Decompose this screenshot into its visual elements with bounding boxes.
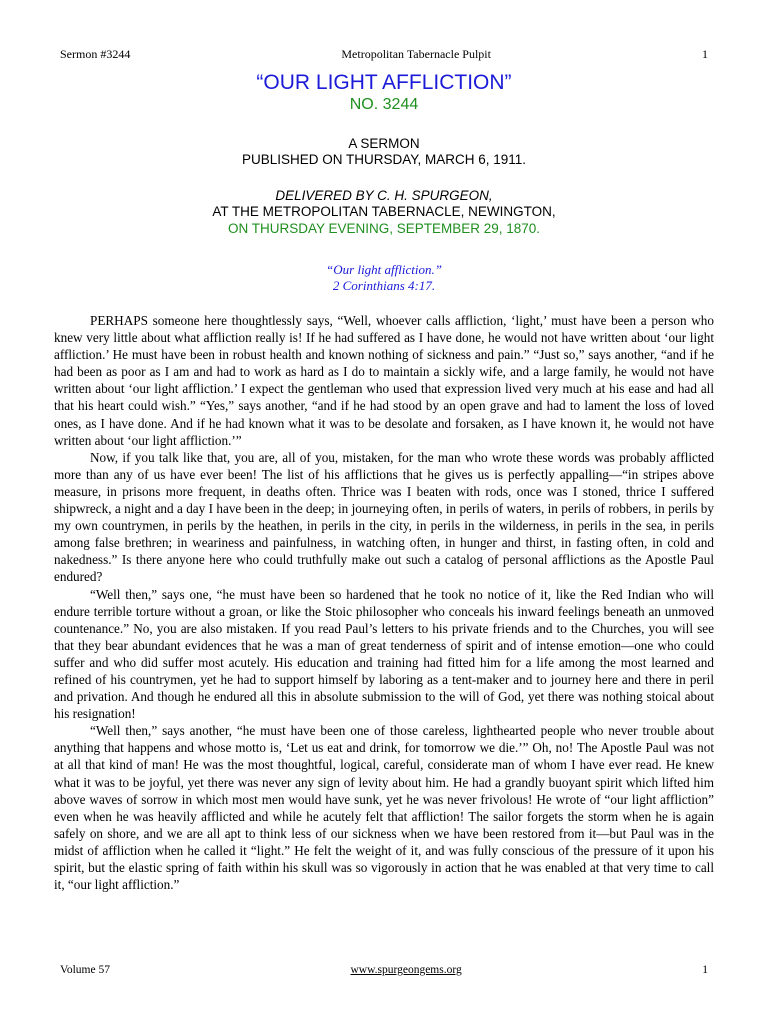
delivery-date: ON THURSDAY EVENING, SEPTEMBER 29, 1870. — [227, 221, 541, 236]
scripture-reference: 2 Corinthians 4:17. — [332, 278, 436, 293]
location: AT THE METROPOLITAN TABERNACLE, NEWINGTON, — [212, 204, 556, 219]
paragraph: “Well then,” says one, “he must have been so hardened that he took no notice of it, like the Red Indian who will endure terrible torture without a groan, or like the Stoic philosopher who conceals his inward feelings beneath an unmoved countenance.” No, you are also mistaken. If you read Paul’s letters to his private friends and to the Churches, you will see that they bear abundant evidences that he was a man of great tenderness of spirit and of intense emotion—one who could suffer and who did suffer most acutely. His education and training had fitted him for a life among the most learned and refined of his countrymen, yet he had to support himself by laboring as a tent-maker and to journey here and there in peril and privation. And though he endured all this in absolute submission to the will of God, yet there was nothing stoical about his resignation! — [54, 586, 714, 722]
paragraph: Now, if you talk like that, you are, all of you, mistaken, for the man who wrote these words was probably afflicted more than any of us have ever been! The list of his afflictions that he gives us is perfectly appalling—“in stripes above measure, in prisons more frequent, in deaths often. Thrice was I beaten with rods, once was I stoned, thrice I suffered shipwreck, a night and a day I have been in the deep; in journeying often, in perils of waters, in perils of robbers, in perils by my own countrymen, in perils by the heathen, in perils in the city, in perils in the wilderness, in perils in the sea, in perils among false brethren; in weariness and painfulness, in watching often, in hunger and thirst, in fasting often, in cold and nakedness.” Is there anyone here who could truthfully make out such a catalog of personal afflictions as the Apostle Paul endured? — [54, 449, 714, 585]
sermon-body — [54, 312, 714, 893]
preacher: DELIVERED BY C. H. SPURGEON, — [275, 188, 493, 203]
header-sermon-number: Sermon #3244 — [60, 47, 131, 61]
sermon-title: “OUR LIGHT AFFLICTION” — [256, 71, 512, 94]
footer-volume: Volume 57 — [60, 964, 110, 976]
paragraph: PERHAPS someone here thoughtlessly says, “Well, whoever calls affliction, ‘light,’ must have been a person who knew very little about what affliction really is! If he had suffered as I have done, he would not have written about ‘our light affliction.’ He must have been in robust health and known nothing of sickness and pain.” “Just so,” says another, “and if he had been as poor as I am and had to work as hard as I do to maintain a sickly wife, and a large family, he would not have written about ‘our light affliction.’ I expect the gentleman who used that expression lived very much at his ease and had all that his heart could wish.” “Yes,” says another, “and if he had stood by an open grave and had to lament the loss of loved ones, as I have done. And if he had known what it was to be desolate and forsaken, as I have known it, he would not have written about ‘our light affliction.’” — [54, 313, 714, 448]
header-page-number: 1 — [701, 47, 708, 61]
sermon-label: A SERMON — [348, 136, 420, 151]
page-footer — [60, 963, 708, 977]
website-link[interactable]: www.spurgeongems.org — [350, 964, 462, 976]
sermon-number: NO. 3244 — [349, 96, 419, 113]
paragraph: “Well then,” says another, “he must have been one of those careless, lighthearted people who never trouble about anything that happens and whose motto is, ‘Let us eat and drink, for tomorrow we die.’” Oh, no! The Apostle Paul was not at all that kind of man! He was the most thoughtful, logical, careful, considerate man of whom I have ever read. He knew what it was to be joyful, yet there was never any sign of levity about him. He had a grandly buoyant spirit which lifted him above waves of sorrow in which most men would have sunk, yet he was never frivolous! He wrote of “our light affliction” even when he was heavily afflicted and while he acutely felt that affliction! The sailor forgets the storm when he is again safely on shore, and we are all apt to think less of our sickness when we have been restored from it—but Paul was in the midst of affliction when he called it “light.” He felt the weight of it, and was fully conscious of the pressure of it upon his spirit, but the elastic spring of faith within his skull was so vigorously in action that he was enabled at that very time to call it, “our light affliction.” — [54, 723, 714, 893]
published-date: PUBLISHED ON THURSDAY, MARCH 6, 1911. — [241, 152, 527, 167]
footer-page-number: 1 — [702, 964, 708, 976]
page-header — [60, 47, 708, 61]
scripture-quote: “Our light affliction.” — [326, 262, 442, 277]
header-publication: Metropolitan Tabernacle Pulpit — [341, 47, 491, 61]
